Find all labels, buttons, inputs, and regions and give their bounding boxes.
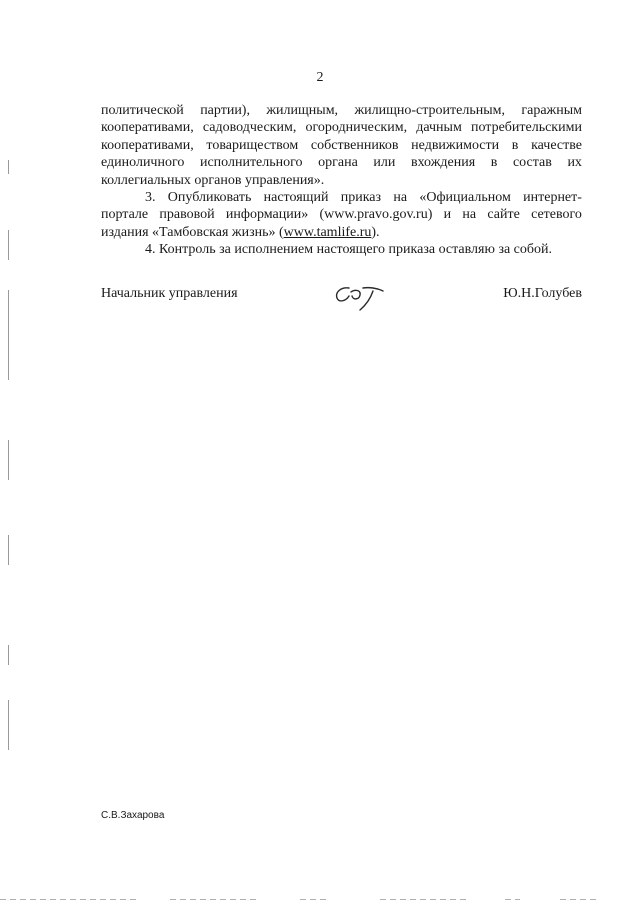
signer-name: Ю.Н.Голубев xyxy=(503,286,582,301)
paragraph-last-line: коллегиальных органов управления». xyxy=(101,172,325,188)
paragraph-line: политической партии), жилищным, жилищно-строительным, гаражным xyxy=(101,103,582,118)
signature-block xyxy=(101,282,582,312)
executor-name: С.В.Захарова xyxy=(101,810,165,821)
paragraph-last-line: издания «Тамбовская жизнь» (www.tamlife.ru). xyxy=(101,224,380,240)
signer-position: Начальник управления xyxy=(101,286,238,301)
paragraph-last-line: 4. Контроль за исполнением настоящего приказа оставляю за собой. xyxy=(145,242,553,258)
handwritten-signature xyxy=(327,282,391,312)
tamlife-link[interactable]: www.tamlife.ru xyxy=(283,224,372,240)
scan-bottom-edge xyxy=(0,898,640,901)
paragraph-line: кооперативами, товариществом собственников недвижимости в качестве xyxy=(101,137,582,153)
scan-margin-marks xyxy=(8,140,12,740)
paragraph-line: портале правовой информации» (www.pravo.gov.ru) и на сайте сетевого xyxy=(101,207,582,223)
paragraph-line: кооперативами, садоводческим, огородническим, дачным потребительскими xyxy=(101,120,582,136)
document-body xyxy=(101,102,582,259)
paragraph-line: 3. Опубликовать настоящий приказ на «Официальном интернет- xyxy=(145,190,582,206)
page-number: 2 xyxy=(316,70,324,85)
paragraph-line: единоличного исполнительного органа или вхождения в состав их xyxy=(101,155,582,171)
